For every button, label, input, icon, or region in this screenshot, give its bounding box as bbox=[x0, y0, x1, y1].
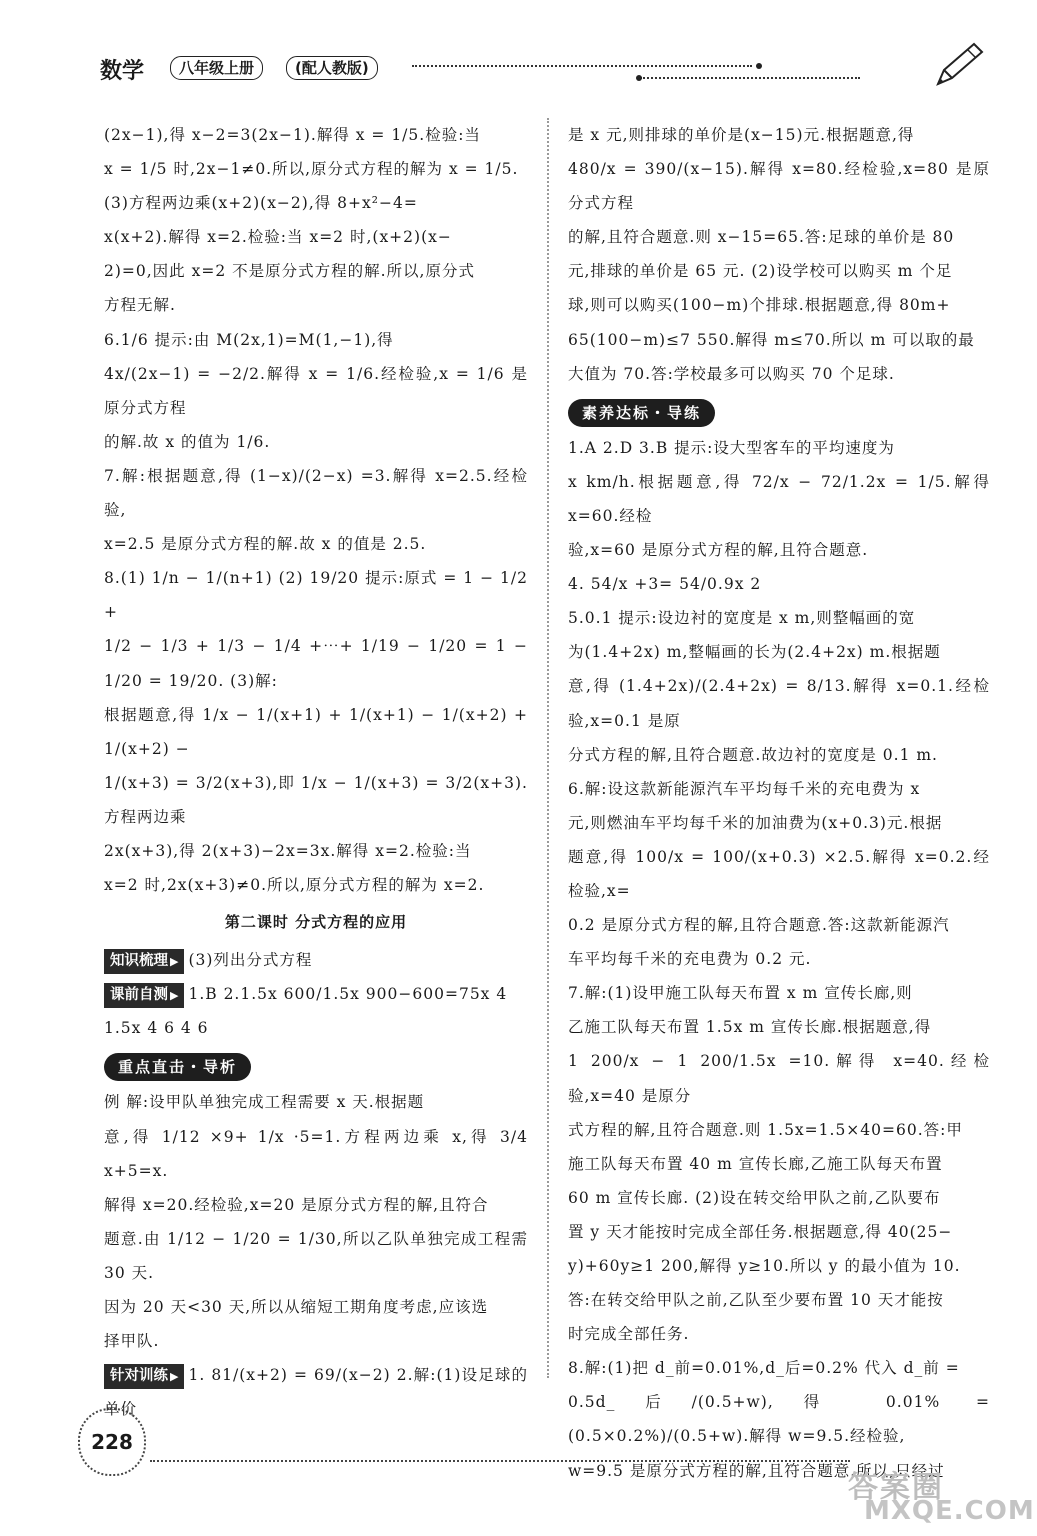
text-line: 分式方程的解,且符合题意.故边衬的宽度是 0.1 m. bbox=[568, 745, 938, 764]
footer-dotted-line bbox=[150, 1460, 850, 1462]
text-line: 题意.由 1/12 − 1/20 = 1/30,所以乙队单独完成工程需 30 天. bbox=[104, 1229, 528, 1282]
text-line: 1.5x 4 6 4 6 bbox=[104, 1019, 209, 1038]
section-tag: 知识梳理 ▶ bbox=[104, 949, 184, 974]
text-line: 解得 x=20.经检验,x=20 是原分式方程的解,且符合 bbox=[104, 1195, 489, 1214]
text-line: 答:在转交给甲队之前,乙队至少要布置 10 天才能按 bbox=[568, 1291, 944, 1310]
text-line: x=2 时,2x(x+3)≠0.所以,原分式方程的解为 x=2. bbox=[104, 876, 485, 895]
header-dotted-line bbox=[412, 65, 752, 67]
header-dot bbox=[636, 75, 642, 81]
text-line: 为(1.4+2x) m,整幅画的长为(2.4+2x) m.根据题 bbox=[568, 643, 941, 662]
page-number: 228 bbox=[78, 1408, 146, 1476]
text-line: 6.1/6 提示:由 M(2x,1)=M(1,−1),得 bbox=[104, 330, 394, 349]
text-line: (2x−1),得 x−2=3(2x−1).解得 x = 1/5.检验:当 bbox=[104, 126, 481, 144]
text-line: 题意,得 100/x = 100/(x+0.3) ×2.5.解得 x=0.2.经检验,x= bbox=[568, 847, 990, 900]
watermark-logo: 答案圈 bbox=[848, 1470, 944, 1505]
text-line: 球,则可以购买(100−m)个排球.根据题意,得 80m+ bbox=[568, 296, 951, 315]
text-line: 意,得 (1.4+2x)/(2.4+2x) = 8/13.解得 x=0.1.经检验,x=0.1 是原 bbox=[568, 677, 990, 730]
text-line: 因为 20 天<30 天,所以从缩短工期角度考虑,应该选 bbox=[104, 1298, 489, 1316]
subject-title: 数学 bbox=[100, 59, 145, 84]
section-row bbox=[104, 977, 528, 1011]
right-column bbox=[568, 118, 990, 1488]
lesson-title: 第二课时 分式方程的应用 bbox=[224, 913, 408, 932]
text-line: 元,则燃油车平均每千米的加油费为(x+0.3)元.根据 bbox=[568, 813, 943, 832]
text-line: 元,排球的单价是 65 元. (2)设学校可以购买 m 个足 bbox=[568, 262, 953, 281]
text-line: x(x+2).解得 x=2.检验:当 x=2 时,(x+2)(x− bbox=[104, 228, 452, 247]
section-banner: 素养达标・导练 bbox=[568, 399, 715, 427]
text-line: 8.(1) 1/n − 1/(n+1) (2) 19/20 提示:原式 = 1 − 1/2 + bbox=[104, 569, 528, 622]
text-line: 时完成全部任务. bbox=[568, 1325, 690, 1344]
page-header bbox=[100, 48, 990, 88]
edition-pill: (配人教版) bbox=[286, 56, 378, 80]
text-line: (3)方程两边乘(x+2)(x−2),得 8+x²−4= bbox=[104, 194, 418, 213]
header-dot bbox=[756, 63, 762, 69]
text-line: w=9.5 是原分式方程的解,且符合题意.所以,只经过 bbox=[568, 1461, 945, 1480]
text-line: 例 解:设甲队单独完成工程需要 x 天.根据题 bbox=[104, 1093, 425, 1112]
section-row bbox=[104, 1358, 528, 1426]
text-line: 4. 54/x +3= 54/0.9x 2 bbox=[568, 575, 762, 594]
text-line: 验,x=60 是原分式方程的解,且符合题意. bbox=[568, 541, 869, 560]
text-line: 7.解:根据题意,得 (1−x)/(2−x) =3.解得 x=2.5.经检验, bbox=[104, 466, 528, 520]
text-line: 1. 81/(x+2) = 69/(x−2) 2.解:(1)设足球的单价 bbox=[104, 1366, 528, 1419]
section-tag: 针对训练 ▶ bbox=[104, 1364, 184, 1389]
text-line: 1/2 − 1/3 + 1/3 − 1/4 +⋯+ 1/19 − 1/20 = 1 − 1/20 = 19/20. (3)解: bbox=[104, 637, 528, 690]
text-line: 择甲队. bbox=[104, 1332, 160, 1351]
text-line: 1/(x+3) = 3/2(x+3),即 1/x − 1/(x+3) = 3/2(x+3).方程两边乘 bbox=[104, 773, 528, 826]
text-line: 施工队每天布置 40 m 宣传长廊,乙施工队每天布置 bbox=[568, 1154, 943, 1173]
text-line: x km/h.根据题意,得 72/x − 72/1.2x = 1/5.解得 x=60.经检 bbox=[568, 472, 990, 525]
text-line: 0.5d_后/(0.5+w),得 0.01% = (0.5×0.2%)/(0.5+w).解得 w=9.5.经检验, bbox=[568, 1393, 990, 1446]
section-tag: 课前自测 ▶ bbox=[104, 983, 184, 1008]
text-line: 1.A 2.D 3.B 提示:设大型客车的平均速度为 bbox=[568, 438, 895, 457]
text-line: 车平均每千米的充电费为 0.2 元. bbox=[568, 950, 812, 969]
text-line: y)+60y≥1 200,解得 y≥10.所以 y 的最小值为 10. bbox=[568, 1257, 961, 1275]
text-line: 乙施工队每天布置 1.5x m 宣传长廊.根据题意,得 bbox=[568, 1018, 932, 1037]
pen-icon bbox=[928, 40, 988, 88]
grade-pill: 八年级上册 bbox=[170, 56, 263, 80]
text-line: 大值为 70.答:学校最多可以购买 70 个足球. bbox=[568, 364, 895, 383]
text-line: 方程无解. bbox=[104, 296, 176, 315]
text-line: 的解,且符合题意.则 x−15=65.答:足球的单价是 80 bbox=[568, 228, 955, 247]
text-line: 式方程的解,且符合题意.则 1.5x=1.5×40=60.答:甲 bbox=[568, 1120, 963, 1139]
text-line: x = 1/5 时,2x−1≠0.所以,原分式方程的解为 x = 1/5. bbox=[104, 160, 519, 179]
text-line: 意,得 1/12 ×9+ 1/x ·5=1.方程两边乘 x,得 3/4 x+5=x. bbox=[104, 1127, 528, 1180]
text-line: 2)=0,因此 x=2 不是原分式方程的解.所以,原分式 bbox=[104, 262, 475, 281]
text-line: 是 x 元,则排球的单价是(x−15)元.根据题意,得 bbox=[568, 126, 915, 144]
text-line: 6.解:设这款新能源汽车平均每千米的充电费为 x bbox=[568, 779, 921, 798]
text-line: 0.2 是原分式方程的解,且符合题意.答:这款新能源汽 bbox=[568, 916, 950, 935]
text-line: 2x(x+3),得 2(x+3)−2x=3x.解得 x=2.检验:当 bbox=[104, 841, 472, 860]
text-line: 的解.故 x 的值为 1/6. bbox=[104, 432, 271, 451]
text-line: 置 y 天才能按时完成全部任务.根据题意,得 40(25− bbox=[568, 1222, 953, 1241]
text-line: 7.解:(1)设甲施工队每天布置 x m 宣传长廊,则 bbox=[568, 984, 913, 1003]
section-row bbox=[104, 943, 528, 977]
text-line: 8.解:(1)把 d_前=0.01%,d_后=0.2% 代入 d_前 = bbox=[568, 1359, 960, 1378]
text-line: 根据题意,得 1/x − 1/(x+1) + 1/(x+1) − 1/(x+2) + 1/(x+2) − bbox=[104, 705, 528, 758]
header-dotted-line-2 bbox=[640, 77, 860, 79]
section-banner: 重点直击・导析 bbox=[104, 1053, 251, 1081]
text-line: 5.0.1 提示:设边衬的宽度是 x m,则整幅画的宽 bbox=[568, 609, 916, 628]
text-line: 65(100−m)≤7 550.解得 m≤70.所以 m 可以取的最 bbox=[568, 330, 975, 349]
column-divider bbox=[547, 118, 549, 1378]
watermark-url: MXQE.COM bbox=[864, 1496, 1035, 1526]
text-line: (3)列出分式方程 bbox=[188, 951, 313, 970]
text-line: 480/x = 390/(x−15).解得 x=80.经检验,x=80 是原分式方程 bbox=[568, 160, 990, 213]
text-line: 1 200/x − 1 200/1.5x =10.解得 x=40.经检验,x=40 是原分 bbox=[568, 1052, 990, 1105]
left-column bbox=[104, 118, 528, 1426]
text-line: 1.B 2.1.5x 600/1.5x 900−600=75x 4 bbox=[188, 985, 508, 1004]
text-line: 60 m 宣传长廊. (2)设在转交给甲队之前,乙队要布 bbox=[568, 1188, 941, 1207]
text-line: x=2.5 是原分式方程的解.故 x 的值是 2.5. bbox=[104, 535, 427, 554]
text-line: 4x/(2x−1) = −2/2.解得 x = 1/6.经检验,x = 1/6 是原分式方程 bbox=[104, 364, 528, 417]
